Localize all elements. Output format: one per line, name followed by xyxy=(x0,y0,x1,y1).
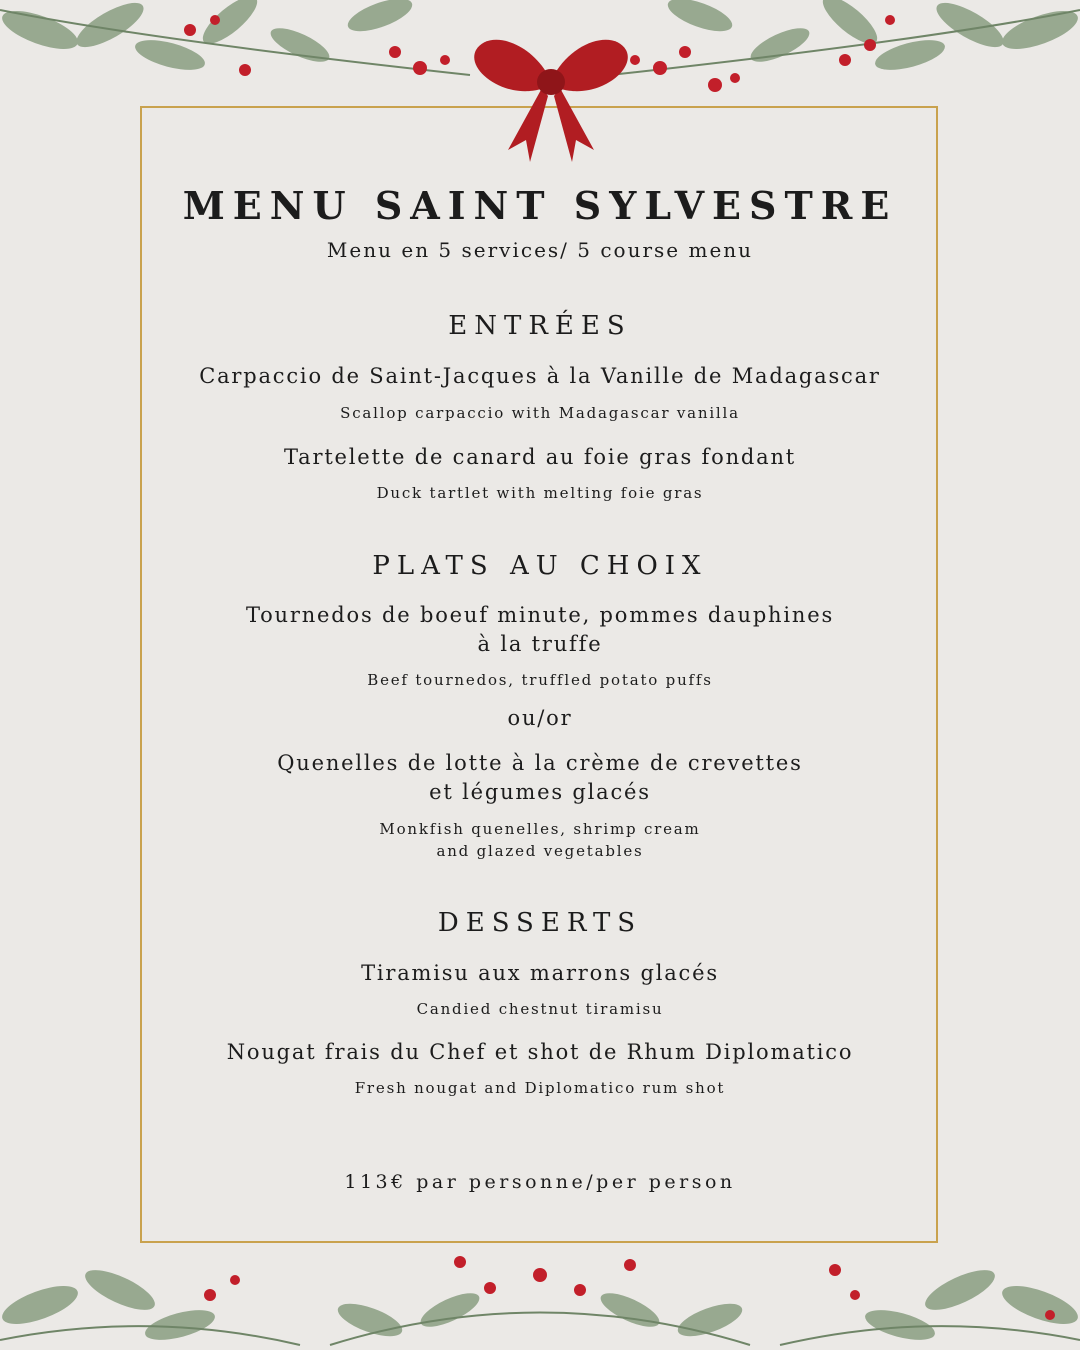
red-bow-icon xyxy=(468,30,634,166)
menu-subtitle: Menu en 5 services/ 5 course menu xyxy=(326,238,754,262)
dish-translation: Scallop carpaccio with Madagascar vanilla xyxy=(340,404,740,422)
menu-title: MENU SAINT SYLVESTRE xyxy=(182,183,898,228)
bottom-foliage-decoration xyxy=(0,1250,1080,1350)
dish-name: Tartelette de canard au foie gras fondant xyxy=(283,445,797,469)
dish-translation: Duck tartlet with melting foie gras xyxy=(376,484,704,502)
dish-name: Carpaccio de Saint-Jacques à la Vanille de Madagascar xyxy=(199,364,881,388)
dish-translation: Beef tournedos, truffled potato puffs xyxy=(367,671,713,689)
dish-name: à la truffe xyxy=(477,632,603,656)
choice-separator: ou/or xyxy=(507,706,573,730)
section-heading-plats: PLATS AU CHOIX xyxy=(372,551,708,581)
dish-name: Tiramisu aux marrons glacés xyxy=(361,961,719,985)
section-heading-desserts: DESSERTS xyxy=(437,908,643,938)
dish-name: et légumes glacés xyxy=(429,780,651,804)
dish-translation: Fresh nougat and Diplomatico rum shot xyxy=(354,1079,726,1097)
dish-translation: Monkfish quenelles, shrimp cream xyxy=(379,820,701,838)
dish-translation: Candied chestnut tiramisu xyxy=(416,1000,664,1018)
dish-translation: and glazed vegetables xyxy=(436,842,644,860)
section-heading-entrees: ENTRÉES xyxy=(448,311,632,341)
dish-name: Nougat frais du Chef et shot de Rhum Diplomatico xyxy=(226,1040,854,1064)
menu-price: 113€ par personne/per person xyxy=(344,1171,736,1193)
dish-name: Tournedos de boeuf minute, pommes dauphines xyxy=(245,603,835,627)
dish-name: Quenelles de lotte à la crème de crevettes xyxy=(277,751,803,775)
